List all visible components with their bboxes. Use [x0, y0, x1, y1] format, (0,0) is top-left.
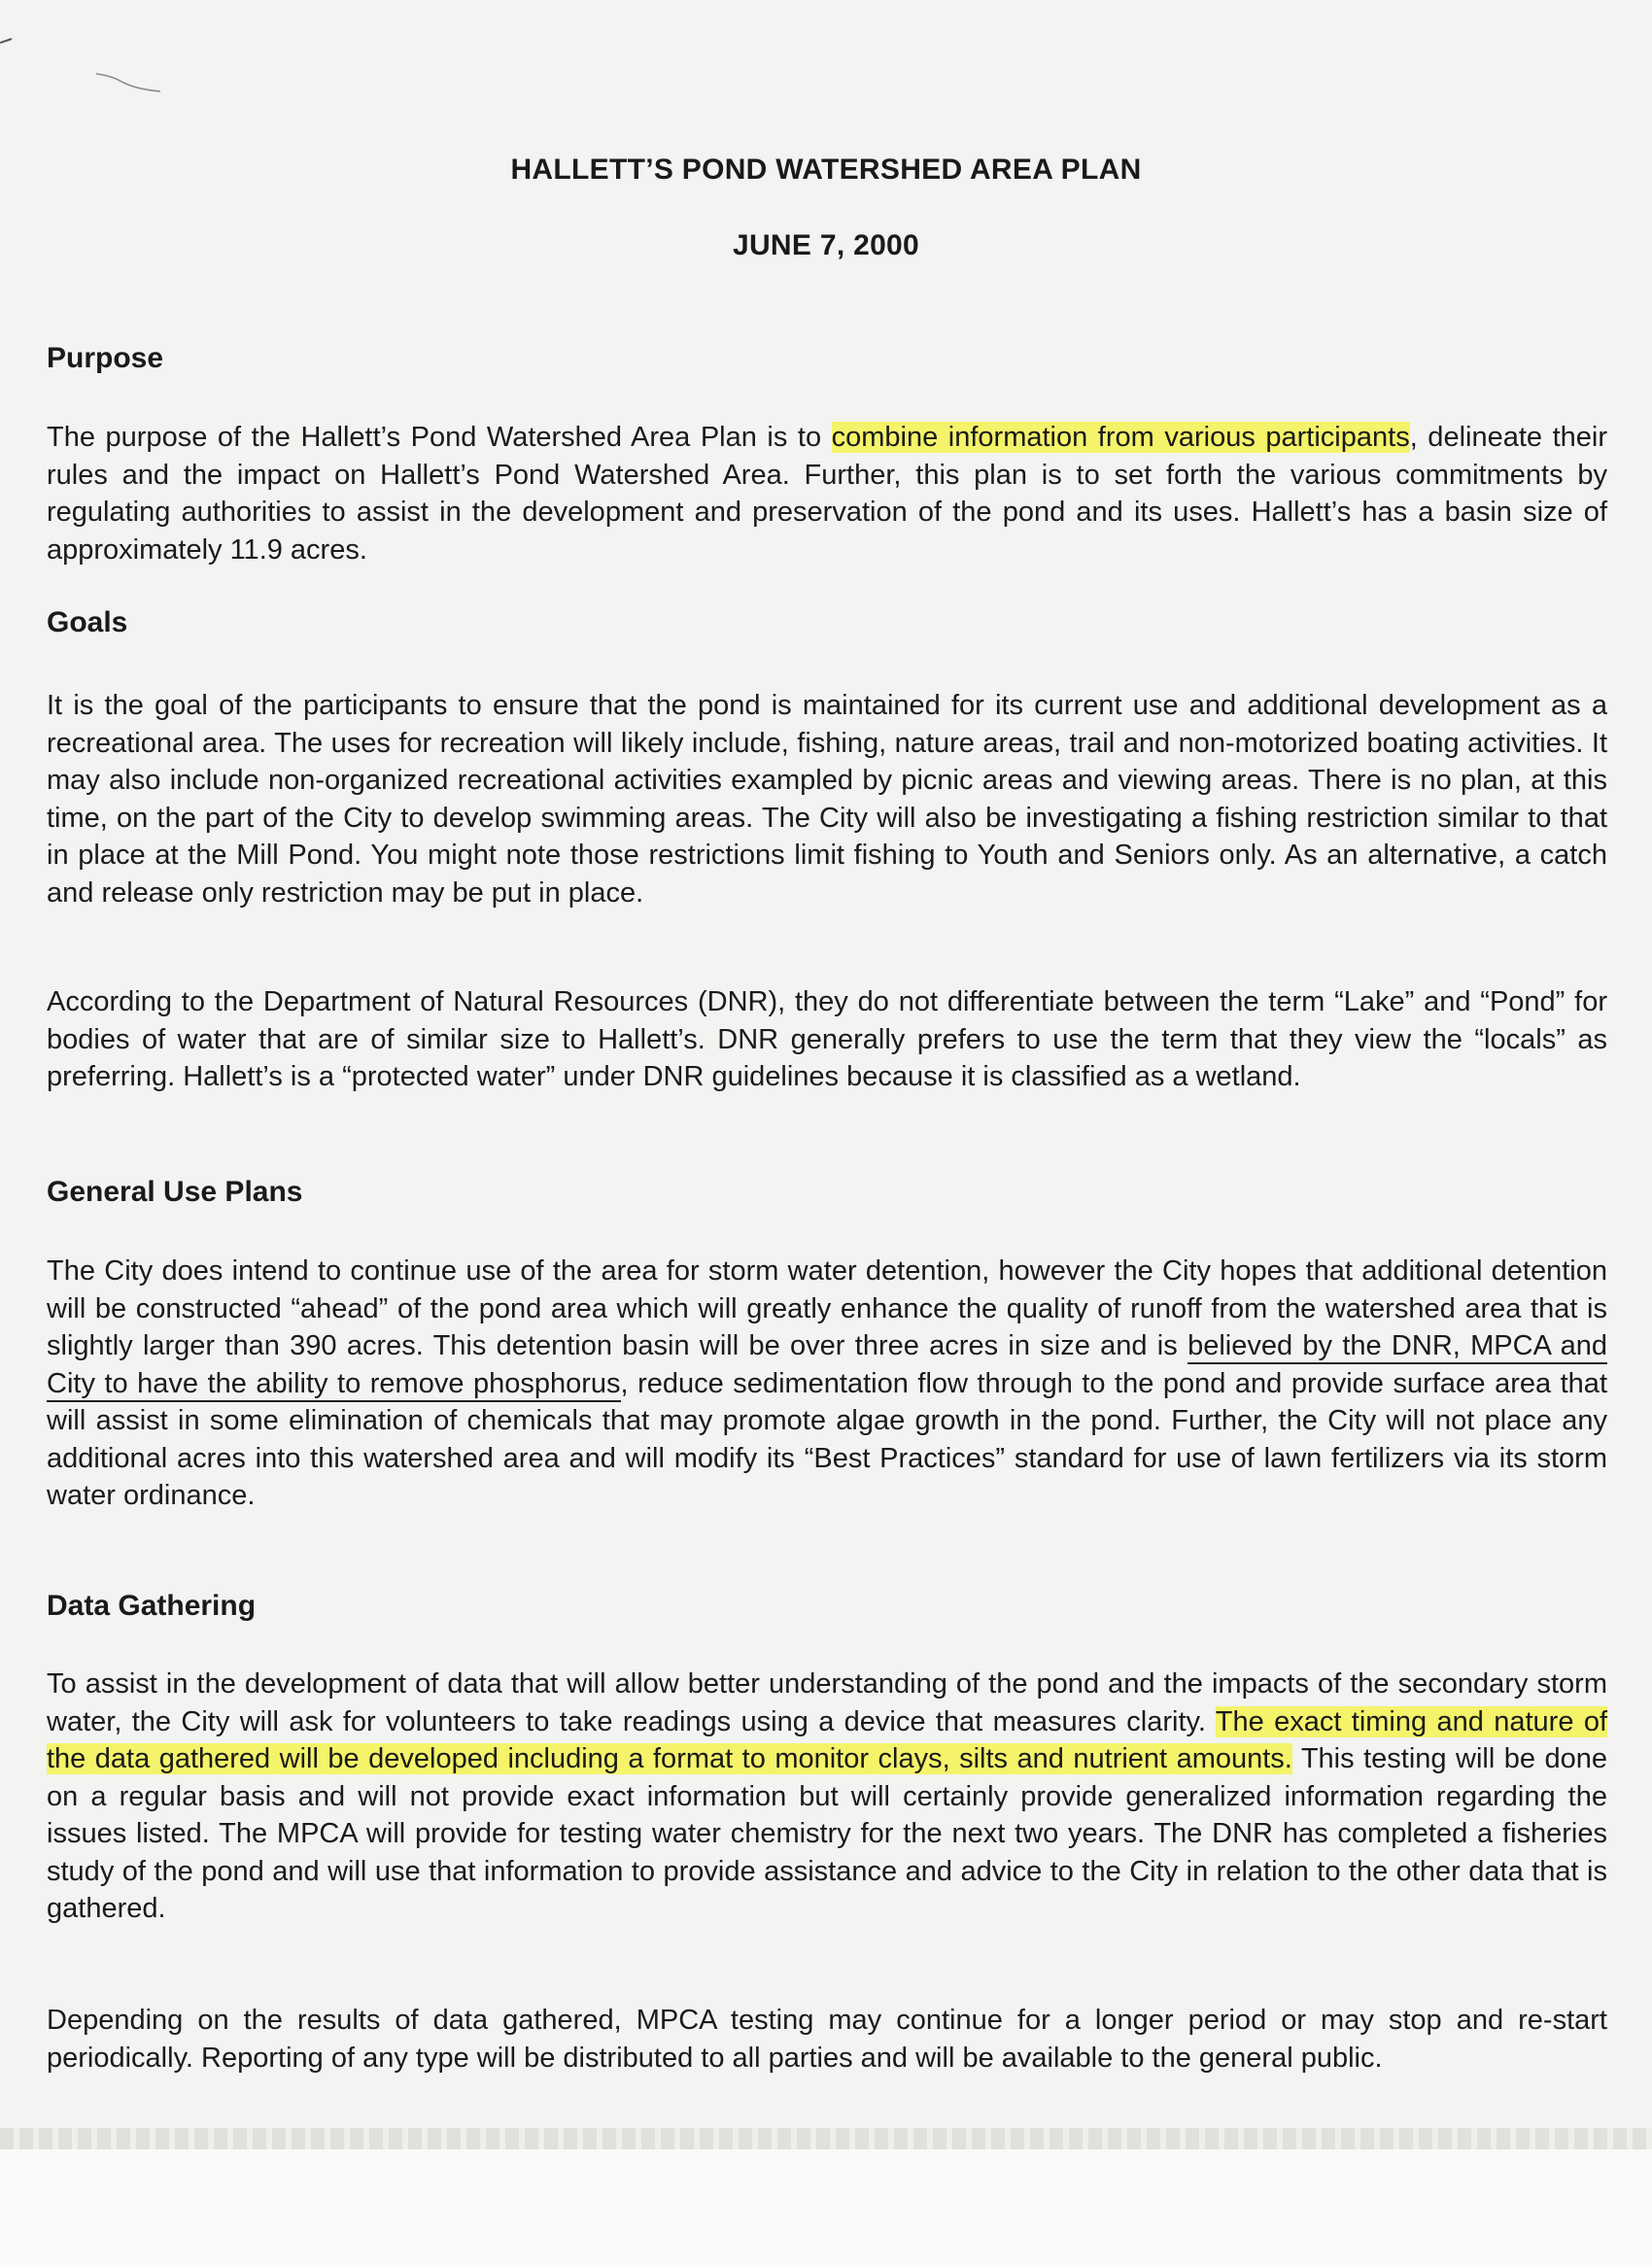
- heading-data-gathering: Data Gathering: [47, 1590, 257, 1622]
- paragraph-text: The City does intend to continue use of the area for storm water detention, however the City hopes that additional detention will be constructed “ahead” of the pond area which will greatly enhance the quality of runoff from the watershed area that is slightly larger than 390 acres. This detention basin will be over three acres in size and is: [47, 1255, 1607, 1361]
- underlined-text: believed by the DNR, MPCA and City to have the ability to remove phosphorus: [47, 1330, 1607, 1402]
- document-date: JUNE 7, 2000: [732, 229, 920, 261]
- scan-edge-strip: [0, 2128, 1652, 2149]
- highlighted-text: combine information from various participants: [831, 422, 1410, 453]
- paragraph-goals-2: According to the Department of Natural Resources (DNR), they do not differentiate between the term “Lake” and “Pond” for bodies of water that are of similar size to Hallett’s. DNR generally prefers to use the term that they view the “locals” as preferring. Hallett’s is a “protected water” under DNR guidelines because it is classified as a wetland.: [47, 986, 1607, 1092]
- paragraph-text: The purpose of the Hallett’s Pond Watershed Area Plan is to: [47, 422, 832, 453]
- heading-purpose: Purpose: [47, 342, 164, 374]
- edge-mark: [0, 29, 14, 49]
- document-title: HALLETT’S POND WATERSHED AREA PLAN: [510, 154, 1142, 186]
- heading-goals: Goals: [47, 606, 128, 638]
- paragraph-text: , reduce sedimentation flow through to the pond and provide surface area that will assist in some elimination of chemicals that may promote algae growth in the pond. Further, the City will not place any additional acres into this watershed area and will modify its “Best Practices” standard for use of lawn fertilizers via its storm water ordinance.: [47, 1367, 1607, 1511]
- paragraph-text: To assist in the development of data that will allow better understanding of the pond and the impacts of the secondary storm water, the City will ask for volunteers to take readings using a device that measures clarity.: [47, 1668, 1607, 1737]
- highlighted-text: The exact timing and nature of the data gathered will be developed including a format to monitor clays, silts and nutrient amounts.: [47, 1705, 1608, 1774]
- pencil-scribble: [92, 68, 170, 97]
- paragraph-text: , delineate their rules and the impact on Hallett’s Pond Watershed Area. Further, this plan is to set forth the various commitments by regulating authorities to assist in the development and preservation of the pond and its uses. Hallett’s has a basin size of approximately 11.9 acres.: [47, 422, 1607, 566]
- paragraph-data-gathering-1: [47, 1666, 1607, 1928]
- heading-general-use-plans: General Use Plans: [47, 1176, 303, 1208]
- paragraph-purpose: [47, 419, 1607, 568]
- paragraph-general-use: [47, 1253, 1607, 1515]
- paragraph-data-gathering-2: Depending on the results of data gathered, MPCA testing may continue for a longer period or may stop and re-start periodically. Reporting of any type will be distributed to all parties and will be available to the general public.: [47, 2005, 1607, 2074]
- paragraph-goals-1: It is the goal of the participants to ensure that the pond is maintained for its current use and additional development as a recreational area. The uses for recreation will likely include, fishing, nature areas, trail and non-motorized boating activities. It may also include non-organized recreational activities exampled by picnic areas and viewing areas. There is no plan, at this time, on the part of the City to develop swimming areas. The City will also be investigating a fishing restriction similar to that in place at the Mill Pond. You might note those restrictions limit fishing to Youth and Seniors only. As an alternative, a catch and release only restriction may be put in place.: [47, 690, 1607, 909]
- paragraph-text: This testing will be done on a regular basis and will not provide exact information but will certainly provide generalized information regarding the issues listed. The MPCA will provide for testing water chemistry for the next two years. The DNR has completed a fisheries study of the pond and will use that information to provide assistance and advice to the City in relation to the other data that is gathered.: [47, 1743, 1607, 1924]
- blank-margin: [0, 2149, 1652, 2267]
